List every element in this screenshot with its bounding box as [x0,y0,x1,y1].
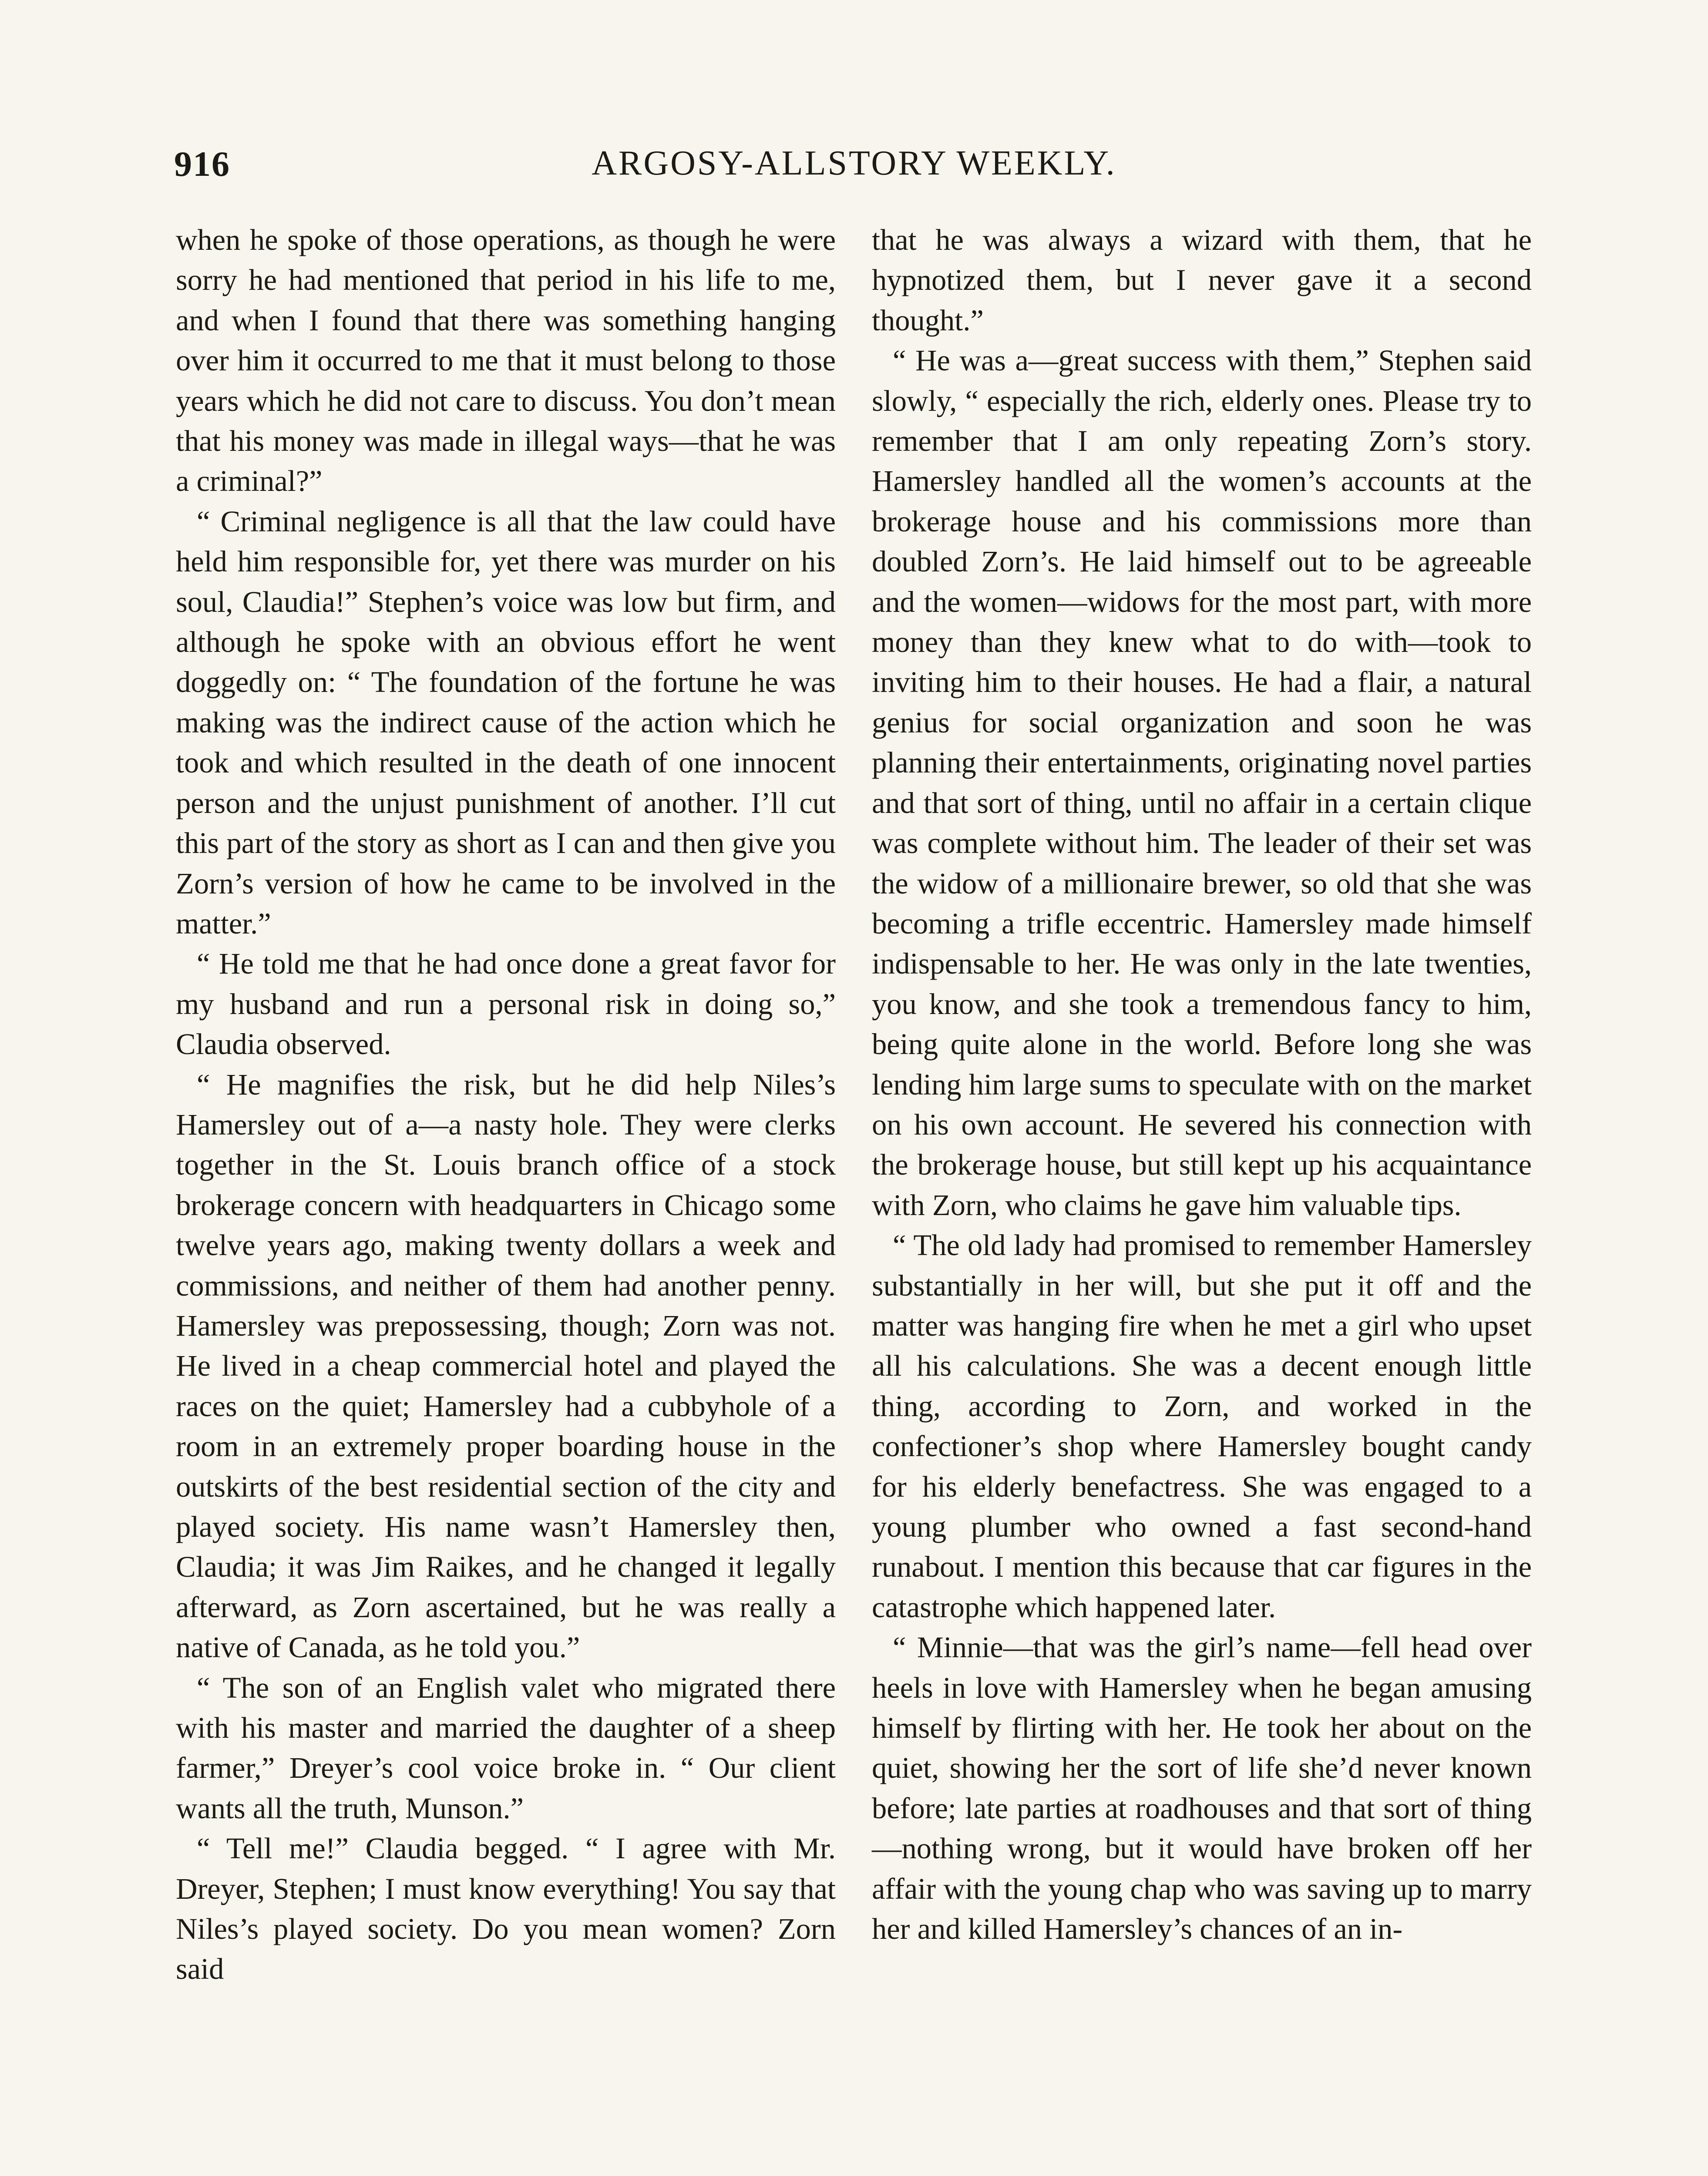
paragraph: “ The son of an English valet who migrated there with his master and married the daughter of a sheep farmer,” Dreyer’s cool voice broke in. “ Our client wants all the truth, Munson.” [176,1671,836,1825]
paragraph: “ He told me that he had once done a great favor for my husband and run a personal risk in doing so,” Claudia observed. [176,947,836,1061]
paragraph: “ Tell me!” Claudia begged. “ I agree with Mr. Dreyer, Stephen; I must know everything! You say that Niles’s played society. Do you mean women? Zorn said [176,1832,836,1986]
paragraph: “ He magnifies the risk, but he did help Niles’s Hamersley out of a—a nasty hole. They were clerks together in the St. Louis branch office of a stock brokerage concern with headquarters in Chicago some twelve years ago, making twenty dollars a week and commissions, and neither of them had another penny. Hamersley was prepossessing, though; Zorn was not. He lived in a cheap commercial hotel and played the races on the quiet; Hamersley had a cubbyhole of a room in an extremely proper boarding house in the outskirts of the best residential section of the city and played society. His name wasn’t Hamersley then, Claudia; it was Jim Raikes, and he changed it legally afterward, as Zorn ascertained, but he was really a native of Canada, as he told you.” [176,1068,836,1664]
left-column [176,220,836,1989]
right-column [872,220,1532,1949]
paragraph: that he was always a wizard with them, that he hypnotized them, but I never gave it a second thought.” [872,223,1532,337]
paragraph: “ The old lady had promised to remember Hamersley substantially in her will, but she put it off and the matter was hanging fire when he met a girl who upset all his calculations. She was a decent enough little thing, according to Zorn, and worked in the confectioner’s shop where Hamersley bought candy for his elderly benefactress. She was engaged to a young plumber who owned a fast second-hand runabout. I mention this because that car figures in the catastrophe which happened later. [872,1229,1532,1624]
page-number: 916 [174,144,230,184]
page-header [174,144,1534,200]
running-title: ARGOSY-ALLSTORY WEEKLY. [592,144,1116,182]
paragraph: when he spoke of those operations, as though he were sorry he had mentioned that period in his life to me, and when I found that there was something hanging over him it occurred to me that it must belong to those years which he did not care to discuss. You don’t mean that his money was made in illegal ways—that he was a criminal?” [176,223,836,498]
paragraph: “ Criminal negligence is all that the law could have held him responsible for, yet there was murder on his soul, Claudia!” Stephen’s voice was low but firm, and although he spoke with an obvious effort he went doggedly on: “ The foundation of the fortune he was making was the indirect cause of the action which he took and which resulted in the death of one innocent person and the unjust punishment of another. I’ll cut this part of the story as short as I can and then give you Zorn’s version of how he came to be involved in the matter.” [176,504,836,940]
paragraph: “ He was a—great success with them,” Stephen said slowly, “ especially the rich, elderly ones. Please try to remember that I am only repeating Zorn’s story. Hamersley handled all the women’s accounts at the brokerage house and his commissions more than doubled Zorn’s. He laid himself out to be agreeable and the women—widows for the most part, with more money than they knew what to do with—took to inviting him to their houses. He had a flair, a natural genius for social organization and soon he was planning their entertainments, originating novel parties and that sort of thing, until no affair in a certain clique was complete without him. The leader of their set was the widow of a millionaire brewer, so old that she was becoming a trifle eccentric. Hamersley made himself indispensable to her. He was only in the late twenties, you know, and she took a tremendous fancy to him, being quite alone in the world. Before long she was lending him large sums to speculate with on the market on his own account. He severed his connection with the brokerage house, but still kept up his acquaintance with Zorn, who claims he gave him valuable tips. [872,344,1532,1222]
paragraph: “ Minnie—that was the girl’s name—fell head over heels in love with Hamersley when he began amusing himself by flirting with her. He took her about on the quiet, showing her the sort of life she’d never known before; late parties at roadhouses and that sort of thing—nothing wrong, but it would have broken off her affair with the young chap who was saving up to marry her and killed Hamersley’s chances of an in- [872,1631,1532,1946]
